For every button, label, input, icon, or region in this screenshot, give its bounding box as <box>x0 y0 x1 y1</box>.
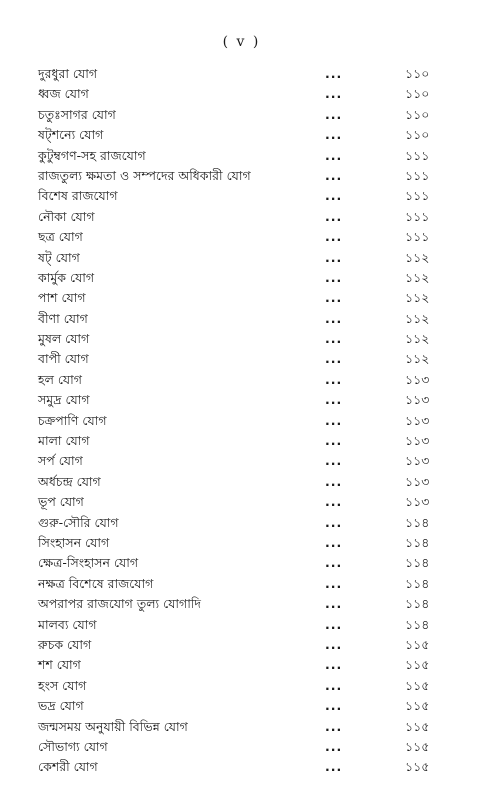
toc-entry <box>0 227 483 247</box>
toc-entry-page: ১১৫ <box>405 718 430 734</box>
toc-entry <box>0 472 483 492</box>
toc-entry-page: ১১১ <box>405 167 430 183</box>
toc-entry <box>0 533 483 553</box>
toc-leader-dots: ... <box>325 371 343 387</box>
toc-leader-dots: ... <box>325 738 343 754</box>
toc-entry-page: ১১৪ <box>405 596 430 612</box>
toc-entry-title: রুচক যোগ <box>38 636 92 652</box>
toc-entry-title: সর্প যোগ <box>38 453 83 469</box>
toc-leader-dots: ... <box>325 698 343 714</box>
toc-entry-page: ১১২ <box>405 269 430 285</box>
toc-entry <box>0 329 483 349</box>
toc-entry-page: ১১৪ <box>405 555 430 571</box>
toc-entry-page: ১১১ <box>405 208 430 224</box>
toc-leader-dots: ... <box>325 555 343 571</box>
toc-entry-title: চক্রপাণি যোগ <box>38 412 107 428</box>
toc-leader-dots: ... <box>325 718 343 734</box>
toc-entry <box>0 615 483 635</box>
toc-entry <box>0 309 483 329</box>
toc-entry-title: নক্ষত্র বিশেষে রাজযোগ <box>38 575 154 591</box>
toc-leader-dots: ... <box>325 534 343 550</box>
toc-entry-title: অর্ধচন্দ্র যোগ <box>38 473 101 489</box>
toc-entry <box>0 370 483 390</box>
toc-entry-page: ১১২ <box>405 290 430 306</box>
toc-entry-title: মালব্য যোগ <box>38 616 97 632</box>
toc-entry <box>0 717 483 737</box>
toc-entry <box>0 574 483 594</box>
toc-entry-title: সৌভাগ্য যোগ <box>38 738 108 754</box>
toc-entry-title: ভদ্র যোগ <box>38 698 84 714</box>
toc-leader-dots: ... <box>325 147 343 163</box>
toc-entry-page: ১১৫ <box>405 759 430 775</box>
toc-entry-title: নৌকা যোগ <box>38 208 95 224</box>
toc-entry-page: ১১৩ <box>405 494 430 510</box>
toc-entry <box>0 411 483 431</box>
toc-entry-page: ১১০ <box>405 127 430 143</box>
toc-entry-page: ১১৪ <box>405 514 430 530</box>
toc-entry-title: রাজতুল্য ক্ষমতা ও সম্পদের অধিকারী যোগ <box>38 167 251 183</box>
toc-leader-dots: ... <box>325 106 343 122</box>
toc-entry-title: ভূপ যোগ <box>38 494 84 510</box>
toc-entry-page: ১১৫ <box>405 636 430 652</box>
toc-leader-dots: ... <box>325 249 343 265</box>
toc-entry-title: শশ যোগ <box>38 657 81 673</box>
toc-entry <box>0 635 483 655</box>
toc-entry-title: ছত্র যোগ <box>38 229 83 245</box>
toc-entry-page: ১১১ <box>405 147 430 163</box>
toc-leader-dots: ... <box>325 351 343 367</box>
toc-entry <box>0 248 483 268</box>
toc-entry-page: ১১১ <box>405 229 430 245</box>
toc-entry-title: হংস যোগ <box>38 677 87 693</box>
toc-entry-page: ১১৩ <box>405 473 430 489</box>
toc-leader-dots: ... <box>325 575 343 591</box>
toc-entry <box>0 492 483 512</box>
toc-entry-page: ১১৩ <box>405 392 430 408</box>
toc-leader-dots: ... <box>325 433 343 449</box>
toc-entry-title: সিংহাসন যোগ <box>38 534 110 550</box>
toc-entry-title: হল যোগ <box>38 371 82 387</box>
toc-entry <box>0 696 483 716</box>
toc-entry <box>0 553 483 573</box>
page-header: ( v ) <box>222 34 261 50</box>
toc-entry-page: ১১০ <box>405 66 430 81</box>
toc-entry-title: বিশেষ রাজযোগ <box>38 188 118 204</box>
table-of-contents <box>0 64 483 778</box>
toc-entry-page: ১১৩ <box>405 453 430 469</box>
toc-entry-title: ক্ষেত্র-সিংহাসন যোগ <box>38 555 139 571</box>
toc-leader-dots: ... <box>325 86 343 102</box>
toc-leader-dots: ... <box>325 677 343 693</box>
toc-leader-dots: ... <box>325 208 343 224</box>
toc-leader-dots: ... <box>325 310 343 326</box>
toc-leader-dots: ... <box>325 269 343 285</box>
toc-entry <box>0 594 483 614</box>
toc-leader-dots: ... <box>325 66 343 81</box>
toc-leader-dots: ... <box>325 596 343 612</box>
toc-entry-page: ১১৪ <box>405 534 430 550</box>
toc-entry <box>0 737 483 757</box>
toc-entry-title: গুরু-সৌরি যোগ <box>38 514 119 530</box>
toc-entry <box>0 268 483 288</box>
toc-leader-dots: ... <box>325 127 343 143</box>
toc-entry-page: ১১২ <box>405 351 430 367</box>
toc-entry <box>0 146 483 166</box>
toc-entry <box>0 757 483 777</box>
toc-entry <box>0 390 483 410</box>
toc-entry-title: কেশরী যোগ <box>38 759 98 775</box>
toc-entry-title: অপরাপর রাজযোগ তুল্য যোগাদি <box>38 596 201 612</box>
toc-entry-title: কার্মুক যোগ <box>38 269 95 285</box>
toc-entry <box>0 349 483 369</box>
toc-entry-title: দুরধুরা যোগ <box>38 66 98 81</box>
toc-leader-dots: ... <box>325 514 343 530</box>
toc-entry-page: ১১৩ <box>405 433 430 449</box>
toc-entry <box>0 64 483 84</box>
toc-entry-title: ষট্শন্যে যোগ <box>38 127 104 143</box>
toc-entry-page: ১১০ <box>405 86 430 102</box>
toc-entry <box>0 431 483 451</box>
toc-entry-title: পাশ যোগ <box>38 290 86 306</box>
toc-entry-page: ১১৫ <box>405 738 430 754</box>
toc-entry-page: ১১২ <box>405 249 430 265</box>
toc-entry-title: মালা যোগ <box>38 433 90 449</box>
toc-entry-page: ১১২ <box>405 331 430 347</box>
toc-entry <box>0 166 483 186</box>
toc-leader-dots: ... <box>325 167 343 183</box>
toc-leader-dots: ... <box>325 473 343 489</box>
toc-entry <box>0 513 483 533</box>
toc-entry <box>0 84 483 104</box>
toc-leader-dots: ... <box>325 636 343 652</box>
toc-entry-page: ১১৫ <box>405 677 430 693</box>
toc-entry <box>0 288 483 308</box>
toc-entry-title: জন্মসময় অনুযায়ী বিভিন্ন যোগ <box>38 718 188 734</box>
toc-entry-title: বীণা যোগ <box>38 310 88 326</box>
toc-leader-dots: ... <box>325 229 343 245</box>
toc-leader-dots: ... <box>325 759 343 775</box>
toc-entry-page: ১১৫ <box>405 657 430 673</box>
toc-leader-dots: ... <box>325 412 343 428</box>
toc-leader-dots: ... <box>325 453 343 469</box>
toc-entry <box>0 125 483 145</box>
toc-entry-title: ধ্বজ যোগ <box>38 86 89 102</box>
toc-leader-dots: ... <box>325 290 343 306</box>
toc-entry-title: বাপী যোগ <box>38 351 89 367</box>
toc-entry-page: ১১৩ <box>405 412 430 428</box>
toc-leader-dots: ... <box>325 657 343 673</box>
toc-entry-page: ১১০ <box>405 106 430 122</box>
toc-entry <box>0 676 483 696</box>
toc-leader-dots: ... <box>325 616 343 632</box>
toc-entry-page: ১১৫ <box>405 698 430 714</box>
toc-entry <box>0 655 483 675</box>
toc-entry-page: ১১৪ <box>405 575 430 591</box>
toc-entry-title: ষট্ যোগ <box>38 249 80 265</box>
toc-entry-title: কুটুম্বগণ-সহ রাজযোগ <box>38 147 146 163</box>
toc-leader-dots: ... <box>325 494 343 510</box>
toc-entry <box>0 186 483 206</box>
toc-entry-title: চতুঃসাগর যোগ <box>38 106 116 122</box>
toc-entry <box>0 207 483 227</box>
toc-entry-title: সমুদ্র যোগ <box>38 392 90 408</box>
toc-entry-page: ১১১ <box>405 188 430 204</box>
toc-entry-page: ১১৪ <box>405 616 430 632</box>
toc-entry <box>0 105 483 125</box>
toc-entry-title: মুষল যোগ <box>38 331 90 347</box>
toc-leader-dots: ... <box>325 188 343 204</box>
toc-leader-dots: ... <box>325 392 343 408</box>
toc-entry-page: ১১৩ <box>405 371 430 387</box>
toc-entry <box>0 451 483 471</box>
toc-entry-page: ১১২ <box>405 310 430 326</box>
toc-leader-dots: ... <box>325 331 343 347</box>
